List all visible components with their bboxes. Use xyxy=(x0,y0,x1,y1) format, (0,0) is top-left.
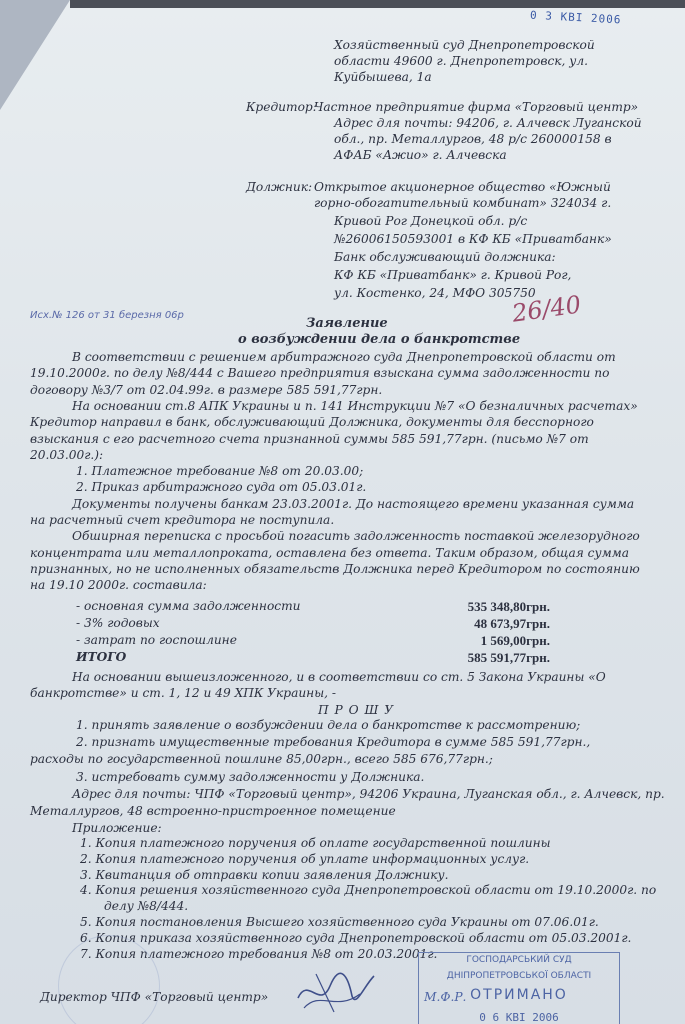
amount-label: ИТОГО xyxy=(76,650,127,664)
text-line: концентрата или металлопроката, оставлена без ответа. Таким образом, общая сумма xyxy=(30,545,630,560)
text-line: 19.10.2000г. по делу №8/444 с Вашего предприятия взыскана сумма задолженности по xyxy=(30,366,610,381)
stamp-received-label: ОТРИМАНО xyxy=(470,987,568,1004)
text-line: договору №3/7 от 02.04.99г. в размере 585 591,77грн. xyxy=(30,382,383,397)
attachment-item: 2. Копия платежного поручения об уплате информационных услуг. xyxy=(80,851,530,866)
registration-mark: 26/40 xyxy=(510,290,583,328)
request-line: расходы по государственной пошлине 85,00грн., всего 585 676,77грн.; xyxy=(30,752,493,767)
amount-value: 1 569,00грн. xyxy=(480,633,550,648)
debtor-line: горно-обогатительный комбинат» 324034 г. xyxy=(314,196,612,210)
creditor-line: АФАБ «Ажио» г. Алчевска xyxy=(334,148,507,162)
text-line: Кредитор направил в банк, обслуживающий Должника, документы для бесспорного xyxy=(30,415,594,430)
creditor-line: обл., пр. Металлургов, 48 р/с 260000158 в xyxy=(334,132,612,146)
attachment-item: 7. Копия платежного требования №8 от 20.03.2001г. xyxy=(80,946,438,961)
text-line: на 19.10 2000г. составила: xyxy=(30,578,207,593)
folded-corner xyxy=(0,0,70,110)
text-line: на расчетный счет кредитора не поступила. xyxy=(30,513,335,527)
court-received-stamp xyxy=(418,952,620,1024)
stamp-court-region: ДНІПРОПЕТРОВСЬКОЇ ОБЛАСТІ xyxy=(446,970,592,981)
creditor-line: Частное предприятие фирма «Торговый центр» xyxy=(314,100,639,114)
stamp-name: М.Ф.Р. xyxy=(424,990,467,1004)
request-heading: П Р О Ш У xyxy=(318,703,395,717)
amount-label: - основная сумма задолженности xyxy=(76,599,301,613)
debtor-line: Банк обслуживающий должника: xyxy=(334,250,556,264)
text-line: На основании ст.8 АПК Украины и п. 141 Инструкции №7 «О безналичных расчетах» xyxy=(72,398,638,413)
court-address-line: Куйбышева, 1а xyxy=(334,70,432,84)
amount-label: - затрат по госпошлине xyxy=(76,633,237,647)
document-title: Заявление xyxy=(306,316,388,331)
text-line: 1. Платежное требование №8 от 20.03.00; xyxy=(76,464,364,479)
amount-value: 535 348,80грн. xyxy=(467,599,550,614)
creditor-label: Кредитор: xyxy=(246,100,317,114)
document-subtitle: о возбуждении дела о банкротстве xyxy=(238,332,521,347)
text-line: 2. Приказ арбитражного суда от 05.03.01г. xyxy=(76,480,367,495)
attachment-item: 6. Копия приказа хозяйственного суда Днепропетровской области от 05.03.2001г. xyxy=(80,930,632,945)
amount-label: - 3% годовых xyxy=(76,616,160,630)
debtor-line: ул. Костенко, 24, МФО 305750 xyxy=(334,286,536,300)
debtor-line: Открытое акционерное общество «Южный xyxy=(314,180,611,194)
text-line: банкротстве» и ст. 1, 12 и 49 ХПК Украины, - xyxy=(30,686,337,701)
request-line: Приложение: xyxy=(72,821,162,836)
outgoing-reference: Исх.№ 126 от 31 березня 06р xyxy=(30,310,184,321)
text-line: Обширная переписка с просьбой погасить задолженность поставкой железорудного xyxy=(72,529,640,544)
debtor-line: Кривой Рог Донецкой обл. р/с xyxy=(334,214,528,228)
amount-value: 48 673,97грн. xyxy=(474,616,550,631)
request-line: 2. признать имущественные требования Кредитора в сумме 585 591,77грн., xyxy=(76,735,591,750)
request-line: Металлургов, 48 встроенно-пристроенное помещение xyxy=(30,804,396,818)
debtor-line: КФ КБ «Приватбанк» г. Кривой Рог, xyxy=(334,268,572,282)
stamp-court-name: ГОСПОДАРСЬКИЙ СУД xyxy=(466,955,572,965)
request-line: Адрес для почты: ЧПФ «Торговый центр», 94206 Украина, Луганская обл., г. Алчевск, пр. xyxy=(72,786,665,801)
court-address-line: Хозяйственный суд Днепропетровской xyxy=(334,38,595,52)
scanner-edge xyxy=(70,0,685,8)
attachment-item: 4. Копия решения хозяйственного суда Днепропетровской области от 19.10.2000г. по xyxy=(80,883,657,898)
stamp-received-date: 0 6 КВІ 2006 xyxy=(479,1010,559,1024)
debtor-label: Должник: xyxy=(246,180,313,194)
request-line: 1. принять заявление о возбуждении дела о банкротстве к рассмотрению; xyxy=(76,718,581,732)
text-line: взыскания с его расчетного счета признанной суммы 585 591,77грн. (письмо №7 от xyxy=(30,431,589,446)
attachment-item: 5. Копия постановления Высшего хозяйственного суда Украины от 07.06.01г. xyxy=(80,915,599,929)
request-line: 3. истребовать сумму задолженности у Должника. xyxy=(76,769,425,784)
creditor-line: Адрес для почты: 94206, г. Алчевск Луганской xyxy=(334,116,642,130)
attachment-item: 3. Квитанция об отправки копии заявления Должнику. xyxy=(80,867,449,882)
attachment-item: делу №8/444. xyxy=(104,899,189,914)
amount-value: 585 591,77грн. xyxy=(467,650,550,665)
court-address-line: области 49600 г. Днепропетровск, ул. xyxy=(334,54,589,68)
text-line: Документы получены банкам 23.03.2001г. До настоящего времени указанная сумма xyxy=(72,496,635,511)
text-line: В соответствии с решением арбитражного суда Днепропетровской области от xyxy=(72,350,616,364)
text-line: 20.03.00г.): xyxy=(30,447,104,462)
director-title: Директор ЧПФ «Торговый центр» xyxy=(40,990,269,1004)
signature xyxy=(290,968,380,1018)
attachment-item: 1. Копия платежного поручения об оплате государственной пошлины xyxy=(80,836,551,850)
text-line: На основании вышеизложенного, и в соответствии со ст. 5 Закона Украины «О xyxy=(72,670,606,684)
debtor-line: №26006150593001 в КФ КБ «Приватбанк» xyxy=(334,232,612,246)
text-line: признанных, но не исполненных обязательств Должника перед Кредитором по состоянию xyxy=(30,561,640,576)
received-date-stamp: 0 3 КВІ 2006 xyxy=(529,8,622,27)
